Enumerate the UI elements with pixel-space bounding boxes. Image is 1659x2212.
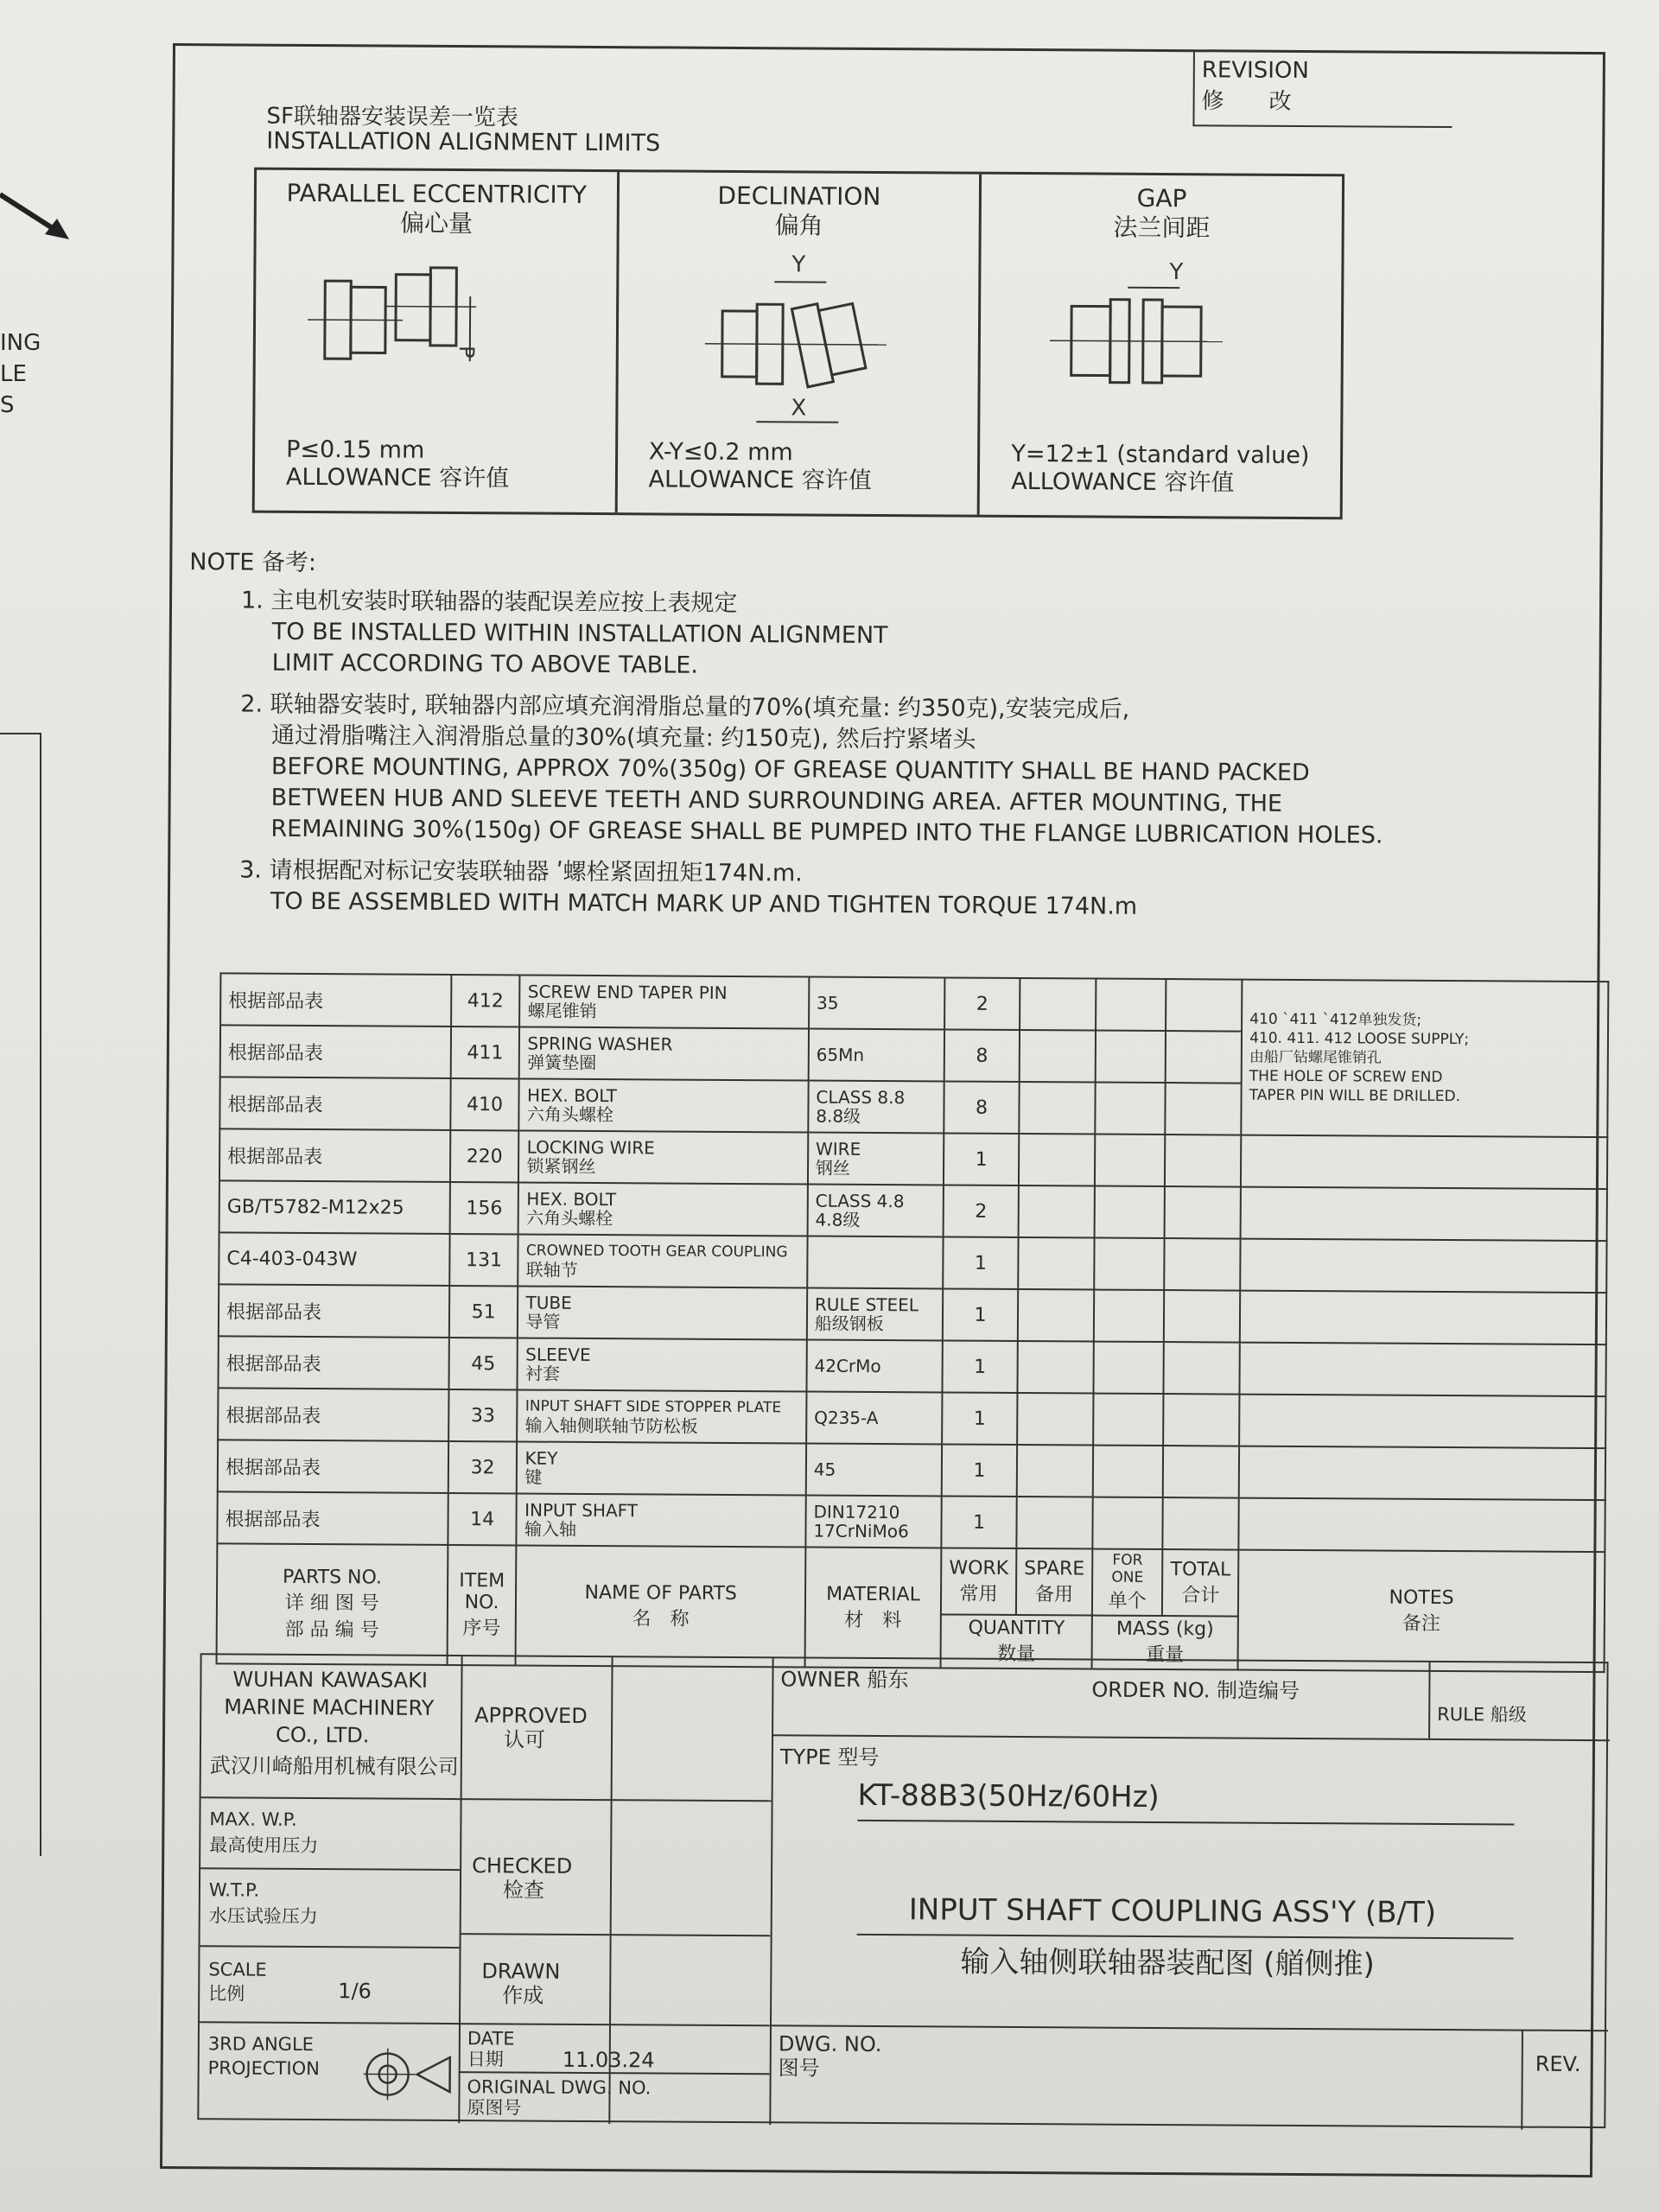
note-2-en: BEFORE MOUNTING, APPROX 70%(350g) OF GREASE QUANTITY SHALL BE HAND PACKED (270, 753, 1310, 787)
header-work: 常用 (959, 1583, 998, 1605)
part-name-cn: 输入轴侧联轴节防松板 (524, 1414, 698, 1437)
header-name: NAME OF PARTS (584, 1581, 737, 1605)
declination-cell (617, 172, 982, 515)
header-for-one: FOR ONE (1111, 1551, 1144, 1586)
part-no: 根据部品表 (226, 1404, 321, 1427)
header-item-no: ITEM (459, 1570, 505, 1592)
parallel-eccentricity-icon (290, 248, 576, 379)
header-notes: 备注 (1402, 1612, 1440, 1635)
allowance-value: P≤0.15 mm (286, 435, 425, 464)
item-no: 32 (470, 1456, 495, 1478)
note-line: TAPER PIN WILL BE DRILLED. (1249, 1086, 1461, 1106)
arrow-icon (0, 186, 78, 246)
qty-work: 1 (974, 1252, 987, 1274)
item-no: 410 (467, 1093, 504, 1116)
material-cn: 船级钢板 (814, 1313, 884, 1335)
header-parts-no: PARTS NO. (283, 1566, 383, 1589)
note-3-cn: 3. 请根据配对标记安装联轴器 ʹ螺栓紧固扭矩174N.m. (239, 856, 803, 887)
item-no: 412 (467, 989, 504, 1012)
date-label-cn: 日期 (467, 2049, 504, 2070)
qty-work: 2 (976, 993, 988, 1015)
rev-label: REV. (1535, 2051, 1581, 2076)
part-no: 根据部品表 (227, 1041, 323, 1065)
notes-label: NOTE 备考: (189, 549, 317, 577)
material: 45 (813, 1459, 836, 1480)
revision-label-cn: 修 改 (1201, 88, 1292, 115)
wtp-label-cn: 水压试验压力 (208, 1905, 318, 1928)
item-no: 131 (465, 1249, 503, 1271)
item-no: 220 (466, 1145, 503, 1167)
drawing-title: INPUT SHAFT COUPLING ASS'Y (B/T) (908, 1892, 1437, 1930)
material-cn: 8.8级 (816, 1105, 861, 1127)
note-2-cn: 2. 联轴器安装时, 联轴器内部应填充润滑脂总量的70%(填充量: 约350克),安装完成后, (240, 690, 1130, 723)
header-item-no: 序号 (462, 1618, 501, 1640)
header-for-one: 单个 (1108, 1590, 1147, 1612)
material: Q235-A (814, 1407, 879, 1429)
item-no: 45 (471, 1352, 496, 1375)
dwg-no-label: DWG. NO. (778, 2031, 882, 2057)
material: CLASS 8.8 (816, 1086, 906, 1109)
part-name-cn: 输入轴 (524, 1518, 577, 1540)
note-line: 由船厂钻螺尾锥销孔 (1249, 1048, 1382, 1067)
note-line: 410. 411. 412 LOOSE SUPPLY; (1249, 1029, 1470, 1049)
item-no: 156 (466, 1197, 503, 1219)
gap-cell (980, 175, 1342, 518)
note-2-cn: 通过滑脂嘴注入润滑脂总量的30%(填充量: 约150克), 然后拧紧堵头 (271, 721, 976, 753)
mark-y: Y (1169, 259, 1184, 286)
edge-text-3: S (0, 392, 15, 418)
table-row (218, 1440, 1605, 1500)
part-name-cn: 六角头螺栓 (526, 1103, 613, 1126)
dwg-no-label-cn: 图号 (778, 2056, 820, 2081)
revision-box (1192, 52, 1452, 128)
drawn-label-cn: 作成 (502, 1983, 544, 2008)
table-row (219, 1232, 1606, 1293)
table-row (219, 1128, 1607, 1189)
mark-y: Y (791, 251, 806, 278)
part-no: 根据部品表 (226, 1300, 322, 1324)
header-notes: NOTES (1389, 1586, 1454, 1609)
type-value: KT-88B3(50Hz/60Hz) (857, 1777, 1160, 1815)
part-name: SLEEVE (525, 1344, 591, 1365)
approved-label: APPROVED (474, 1703, 588, 1728)
qty-work: 8 (975, 1096, 988, 1119)
part-name: INPUT SHAFT SIDE STOPPER PLATE (524, 1397, 782, 1417)
material: WIRE (815, 1138, 861, 1160)
part-name-cn: 联轴节 (525, 1259, 578, 1281)
part-name: LOCKING WIRE (526, 1136, 655, 1159)
order-no-label: ORDER NO. 制造编号 (1091, 1677, 1300, 1704)
material: DIN17210 (813, 1501, 900, 1523)
company-name: CO., LTD. (275, 1722, 370, 1748)
part-name-cn: 螺尾锥销 (527, 1000, 597, 1022)
mark-p: P (454, 345, 479, 359)
table-row (218, 1388, 1605, 1448)
material: CLASS 4.8 (815, 1190, 905, 1212)
item-no: 51 (471, 1300, 496, 1323)
item-no: 411 (467, 1041, 504, 1064)
cell-heading: DECLINATION (717, 181, 881, 212)
cell-heading: GAP (1136, 183, 1187, 213)
note-3-en: TO BE ASSEMBLED WITH MATCH MARK UP AND TIGHTEN TORQUE 174N.m (270, 887, 1138, 920)
item-no: 33 (470, 1404, 495, 1427)
part-name: HEX. BOLT (526, 1084, 617, 1107)
checked-label-cn: 检查 (502, 1878, 545, 1903)
allowance-label: ALLOWANCE 容许值 (648, 466, 872, 494)
scale-label-cn: 比例 (208, 1983, 245, 2005)
parallel-eccentricity-cell (255, 170, 620, 513)
gap-icon (1015, 252, 1301, 427)
owner-label: OWNER 船东 (780, 1667, 909, 1693)
part-no: 根据部品表 (225, 1508, 321, 1531)
qty-work: 1 (973, 1511, 986, 1534)
alignment-title-cn: SF联轴器安装误差一览表 (266, 103, 519, 131)
cell-heading-cn: 偏角 (774, 211, 823, 240)
revision-label: REVISION (1201, 57, 1309, 85)
qty-work: 1 (973, 1459, 986, 1482)
table-row (220, 973, 1608, 1033)
type-label: TYPE 型号 (779, 1745, 880, 1770)
material: 65Mn (816, 1044, 865, 1065)
part-name-cn: 六角头螺栓 (526, 1207, 613, 1230)
part-no: C4-403-043W (226, 1247, 358, 1270)
header-mass: MASS (kg) (1116, 1618, 1214, 1641)
material-cn: 钢丝 (815, 1157, 850, 1179)
edge-line-vertical (40, 733, 41, 1856)
header-work: WORK (949, 1557, 1009, 1580)
note-2-en: BETWEEN HUB AND SLEEVE TEETH AND SURROUNDING AREA. AFTER MOUNTING, THE (270, 784, 1283, 817)
company-name: WUHAN KAWASAKI (232, 1667, 429, 1693)
material: RULE STEEL (814, 1294, 919, 1316)
material (815, 1262, 935, 1263)
title-block (197, 1653, 1608, 2128)
cell-heading-cn: 偏心量 (399, 208, 474, 238)
scale-label: SCALE (208, 1959, 267, 1980)
note-line: THE HOLE OF SCREW END (1249, 1067, 1443, 1086)
third-angle-projection-icon (363, 2039, 458, 2109)
part-no: 根据部品表 (225, 1456, 321, 1479)
alignment-limits-table (252, 168, 1344, 520)
part-no: GB/T5782-M12x25 (226, 1195, 404, 1219)
header-total: TOTAL (1170, 1558, 1231, 1581)
header-material: 材 料 (844, 1609, 902, 1631)
part-no: 根据部品表 (226, 1352, 321, 1376)
original-dwg-label: ORIGINAL DWG. NO. (467, 2076, 652, 2099)
table-row (218, 1336, 1605, 1396)
edge-line (0, 733, 40, 734)
qty-work: 2 (975, 1200, 988, 1223)
projection-label: 3RD ANGLE (207, 2033, 315, 2056)
cell-heading-cn: 法兰间距 (1113, 213, 1211, 243)
qty-work: 1 (974, 1304, 987, 1326)
edge-text-2: LE (0, 361, 27, 387)
table-row (217, 1491, 1605, 1552)
header-mass: 重量 (1146, 1643, 1185, 1667)
part-name-cn: 锁紧钢丝 (526, 1155, 596, 1178)
header-quantity: QUANTITY (968, 1617, 1065, 1640)
projection-label: PROJECTION (207, 2057, 320, 2080)
qty-work: 8 (976, 1045, 988, 1067)
material-cn: 17CrNiMo6 (813, 1520, 909, 1542)
allowance-label: ALLOWANCE 容许值 (285, 463, 510, 493)
approved-label-cn: 认可 (503, 1727, 546, 1752)
qty-work: 1 (973, 1408, 986, 1430)
header-spare: 备用 (1034, 1583, 1074, 1605)
max-wp-label: MAX. W.P. (209, 1808, 297, 1830)
table-row (219, 1284, 1606, 1344)
allowance-value: Y=12±1 (standard value) (1011, 440, 1310, 470)
part-name-cn: 衬套 (525, 1363, 561, 1384)
note-1-en: LIMIT ACCORDING TO ABOVE TABLE. (271, 649, 699, 679)
rule-label: RULE 船级 (1437, 1703, 1527, 1726)
drawn-label: DRAWN (481, 1959, 561, 1984)
material: 35 (817, 992, 839, 1014)
original-dwg-label-cn: 原图号 (467, 2097, 522, 2119)
edge-text-1: ING (0, 330, 41, 356)
header-item-no: NO. (464, 1592, 499, 1614)
part-name: SCREW END TAPER PIN (527, 981, 728, 1003)
header-material: MATERIAL (826, 1583, 920, 1605)
mark-x: X (791, 395, 807, 422)
qty-work: 1 (975, 1148, 988, 1171)
part-no: 根据部品表 (227, 1145, 323, 1168)
note-1-en: TO BE INSTALLED WITHIN INSTALLATION ALIGNMENT (271, 618, 888, 650)
header-parts-no: 详 细 图 号 (284, 1592, 379, 1615)
company-name: MARINE MACHINERY (224, 1694, 435, 1720)
part-no: 根据部品表 (227, 1093, 323, 1116)
part-name: HEX. BOLT (526, 1188, 617, 1211)
header-quantity: 数量 (997, 1643, 1036, 1666)
header-spare: SPARE (1024, 1557, 1085, 1580)
material-cn: 4.8级 (815, 1209, 861, 1230)
alignment-title-en: INSTALLATION ALIGNMENT LIMITS (266, 127, 661, 157)
note-line: 410 ˋ411 ˋ412单独发货; (1249, 1010, 1422, 1029)
declination-icon (652, 250, 947, 424)
drawing-frame (160, 43, 1605, 2177)
wtp-label: W.T.P. (208, 1879, 260, 1901)
checked-label: CHECKED (472, 1853, 573, 1878)
date-value: 11.03.24 (562, 2047, 655, 2073)
part-name-cn: 弹簧垫圈 (527, 1052, 597, 1074)
scale-value: 1/6 (338, 1979, 372, 2004)
cell-heading: PARALLEL ECCENTRICITY (286, 178, 588, 209)
part-name: CROWNED TOOTH GEAR COUPLING (525, 1242, 788, 1262)
table-header-row (217, 1543, 1605, 1618)
material-cn (815, 1262, 935, 1263)
allowance-label: ALLOWANCE 容许值 (1011, 467, 1235, 497)
header-name: 名 称 (632, 1607, 690, 1630)
note-2-en: REMAINING 30%(150g) OF GREASE SHALL BE PUMPED INTO THE FLANGE LUBRICATION HOLES. (270, 815, 1383, 849)
qty-work: 1 (974, 1356, 987, 1378)
allowance-value: X-Y≤0.2 mm (648, 438, 793, 467)
header-parts-no: 部 品 编 号 (284, 1618, 379, 1642)
parts-list-table (216, 972, 1610, 1673)
date-label: DATE (467, 2028, 515, 2050)
drawing-title-cn: 输入轴侧联轴器装配图 (艏侧推) (960, 1944, 1375, 1982)
company-name-cn: 武汉川崎船用机械有限公司 (209, 1753, 459, 1780)
notes-section (188, 547, 1385, 924)
header-total: 合计 (1181, 1584, 1220, 1606)
part-name: SPRING WASHER (527, 1033, 673, 1055)
part-no: 根据部品表 (228, 989, 324, 1013)
note-1-cn: 1. 主电机安装时联轴器的装配误差应按上表规定 (240, 587, 738, 618)
part-name-cn: 导管 (525, 1311, 561, 1332)
part-name: KEY (524, 1447, 558, 1469)
item-no: 14 (470, 1508, 495, 1530)
max-wp-label-cn: 最高使用压力 (209, 1834, 319, 1857)
part-name: TUBE (525, 1292, 572, 1313)
part-name: INPUT SHAFT (524, 1499, 639, 1522)
table-row (219, 1180, 1607, 1241)
material: 42CrMo (814, 1355, 881, 1377)
part-name-cn: 键 (524, 1466, 543, 1488)
